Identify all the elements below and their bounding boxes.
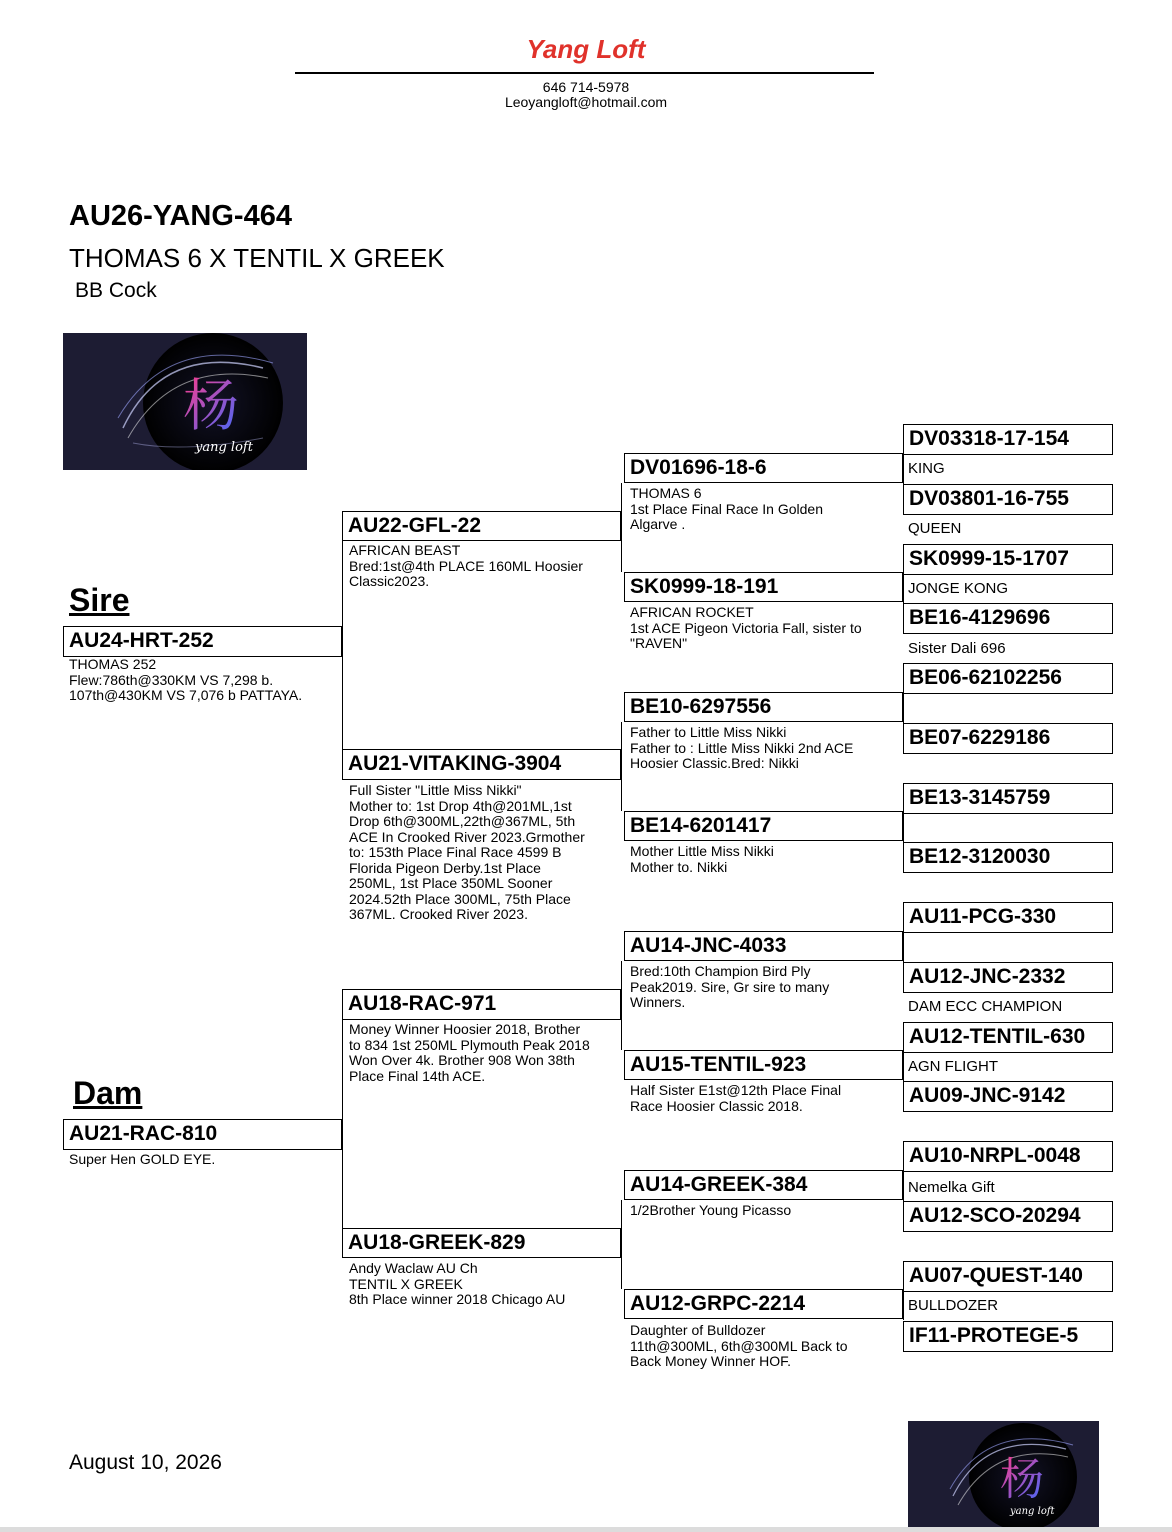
dam-connector: [342, 1020, 343, 1228]
bird-strain: THOMAS 6 X TENTIL X GREEK: [69, 243, 445, 273]
great-grandparent-box: SK0999-18-191: [624, 572, 903, 602]
gen4-note: KING: [908, 460, 945, 477]
great-grandparent-notes: Mother Little Miss Nikki Mother to. Nikki: [630, 843, 774, 875]
page-edge: [0, 1527, 1172, 1532]
gen4-box: SK0999-15-1707: [903, 544, 1113, 575]
gen4-note: DAM ECC CHAMPION: [908, 998, 1063, 1015]
logo-graphic: [908, 1421, 1099, 1527]
connector: [903, 812, 904, 842]
gen4-box: BE07-6229186: [903, 723, 1113, 754]
gen4-note: JONGE KONG: [908, 580, 1009, 597]
grandparent-box: AU22-GFL-22: [342, 511, 621, 541]
gen4-note: Sister Dali 696: [908, 640, 1006, 657]
sire-label: Sire: [69, 582, 130, 618]
logo-char: 杨: [183, 374, 239, 439]
gen4-box: AU12-JNC-2332: [903, 962, 1113, 993]
connector: [621, 722, 622, 811]
dam-notes: Super Hen GOLD EYE.: [69, 1151, 216, 1167]
dam-label: Dam: [73, 1075, 143, 1111]
connector: [903, 454, 904, 484]
great-grandparent-notes: Bred:10th Champion Bird Ply Peak2019. Sire, Gr sire to many Winners.: [630, 963, 830, 1010]
gen4-note: QUEEN: [908, 520, 962, 537]
logo-graphic: [63, 333, 307, 470]
gen4-box: DV03318-17-154: [903, 424, 1113, 455]
great-grandparent-box: BE10-6297556: [624, 692, 903, 722]
connector: [903, 573, 904, 603]
footer-logo: [908, 1421, 1099, 1527]
connector: [903, 932, 904, 962]
great-grandparent-notes: AFRICAN ROCKET 1st ACE Pigeon Victoria Fall, sister to "RAVEN": [630, 604, 862, 651]
logo-char: 杨: [1000, 1454, 1044, 1505]
great-grandparent-notes: Daughter of Bulldozer 11th@300ML, 6th@300ML Back to Back Money Winner HOF.: [630, 1322, 848, 1369]
bird-color-sex: BB Cock: [75, 279, 157, 302]
grandparent-notes: Full Sister "Little Miss Nikki" Mother to: 1st Drop 4th@201ML,1st Drop 6th@300ML,22th@367ML, 5th ACE In Crooked River 2023.Grmother to: 153th Place Final Race 4599 B Florida Pigeon Derby.1st Place 250ML, 1st Place 350ML Sooner 2024.52th Place 300ML, 75th Place 367ML. Crooked River 2023.: [349, 782, 585, 922]
great-grandparent-notes: 1/2Brother Young Picasso: [630, 1202, 792, 1218]
sire-connector: [342, 541, 343, 749]
dam-band-box: AU21-RAC-810: [63, 1119, 342, 1150]
connector: [621, 1200, 622, 1289]
gen4-box: AU12-TENTIL-630: [903, 1022, 1113, 1053]
grandparent-notes: Andy Waclaw AU Ch TENTIL X GREEK 8th Place winner 2018 Chicago AU: [349, 1260, 566, 1307]
pedigree-date: August 10, 2026: [69, 1451, 222, 1474]
gen4-note: AGN FLIGHT: [908, 1058, 999, 1075]
gen4-box: DV03801-16-755: [903, 484, 1113, 515]
great-grandparent-box: BE14-6201417: [624, 811, 903, 841]
grandparent-notes: Money Winner Hoosier 2018, Brother to 834 1st 250ML Plymouth Peak 2018 Won Over 4k. Brother 908 Won 38th Place Final 14th ACE.: [349, 1021, 590, 1084]
grandparent-box: AU18-GREEK-829: [342, 1228, 621, 1258]
great-grandparent-box: AU15-TENTIL-923: [624, 1050, 903, 1080]
great-grandparent-box: AU14-GREEK-384: [624, 1170, 903, 1200]
gen4-box: AU09-JNC-9142: [903, 1081, 1113, 1112]
gen4-box: AU10-NRPL-0048: [903, 1141, 1113, 1172]
connector: [621, 961, 622, 1050]
gen4-box: AU11-PCG-330: [903, 902, 1113, 933]
loft-phone: 646 714-5978: [542, 79, 630, 95]
great-grandparent-box: AU12-GRPC-2214: [624, 1289, 903, 1319]
sire-band-box: AU24-HRT-252: [63, 626, 342, 657]
grandparent-box: AU18-RAC-971: [342, 989, 621, 1020]
gen4-box: BE13-3145759: [903, 783, 1113, 814]
gen4-box: BE12-3120030: [903, 842, 1113, 873]
logo-text: yang loft: [1010, 1506, 1055, 1517]
connector: [903, 1171, 904, 1201]
connector: [903, 693, 904, 723]
gen4-box: BE06-62102256: [903, 663, 1113, 694]
connector: [903, 1051, 904, 1081]
gen4-box: BE16-4129696: [903, 603, 1113, 634]
loft-name: Yang Loft: [526, 34, 646, 64]
sire-notes: THOMAS 252 Flew:786th@330KM VS 7,298 b. 107th@430KM VS 7,076 b PATTAYA.: [69, 656, 303, 703]
gen4-box: AU07-QUEST-140: [903, 1261, 1113, 1292]
great-grandparent-notes: Half Sister E1st@12th Place Final Race Hoosier Classic 2018.: [630, 1082, 842, 1114]
gen4-note: Nemelka Gift: [908, 1179, 995, 1196]
gen4-box: AU12-SCO-20294: [903, 1201, 1113, 1232]
great-grandparent-box: DV01696-18-6: [624, 453, 903, 483]
logo-text: yang loft: [195, 440, 253, 455]
gen4-box: IF11-PROTEGE-5: [903, 1321, 1113, 1352]
grandparent-box: AU21-VITAKING-3904: [342, 749, 621, 780]
connector: [903, 1290, 904, 1320]
gen4-note: BULLDOZER: [908, 1297, 999, 1314]
loft-email: Leoyangloft@hotmail.com: [504, 94, 668, 110]
great-grandparent-box: AU14-JNC-4033: [624, 931, 903, 961]
bird-band-number: AU26-YANG-464: [69, 200, 292, 232]
grandparent-notes: AFRICAN BEAST Bred:1st@4th PLACE 160ML Hoosier Classic2023.: [349, 542, 583, 589]
header-divider: [295, 72, 874, 74]
loft-logo: [63, 333, 307, 470]
connector: [621, 483, 622, 572]
great-grandparent-notes: THOMAS 6 1st Place Final Race In Golden Algarve .: [630, 485, 823, 532]
great-grandparent-notes: Father to Little Miss Nikki Father to : Little Miss Nikki 2nd ACE Hoosier Classic.Bred: Nikki: [630, 724, 854, 771]
